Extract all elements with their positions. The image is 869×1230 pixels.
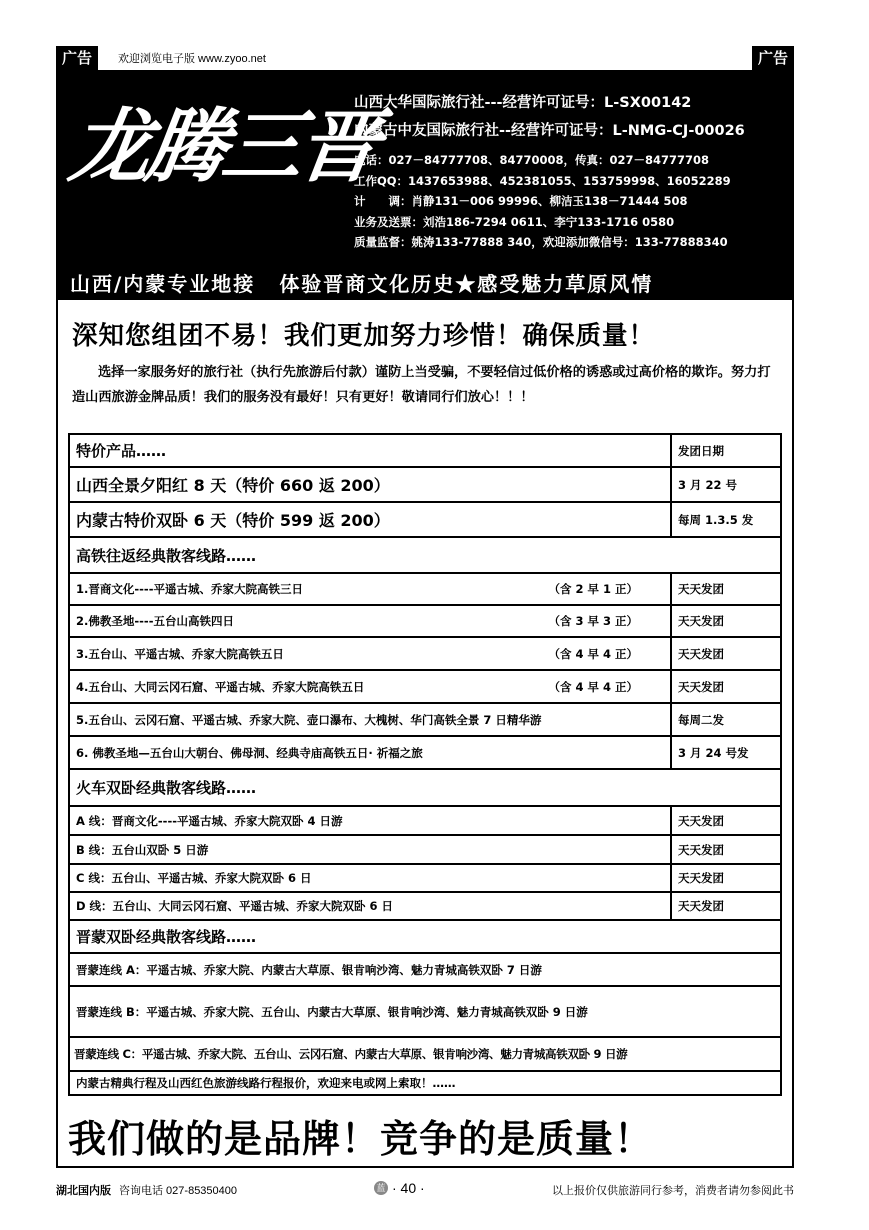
route-date: 每周二发	[671, 703, 781, 736]
jinmeng-route: 晋蒙连线 C：平遥古城、乔家大院、五台山、云冈石窟、内蒙古大草原、银肯响沙湾、魅力青城高铁双卧 9 日游	[69, 1037, 781, 1071]
contact-line: 计 调：肖静131－006 99996、柳洁玉138－71444 508	[354, 194, 688, 208]
edition-badge-icon: 蓝	[374, 1181, 388, 1195]
route-meals: （含 3 早 3 正）	[548, 614, 638, 628]
contact-list	[354, 150, 790, 253]
header-slogan	[70, 268, 653, 297]
site-url: 欢迎浏览电子版 www.zyoo.net	[118, 53, 266, 65]
license-2: 内蒙古中友国际旅行社--经营许可证号：L-NMG-CJ-00026	[354, 123, 745, 139]
route-name: A 线：晋商文化----平遥古城、乔家大院双卧 4 日游	[69, 806, 671, 835]
table-row	[69, 1071, 781, 1095]
table-row	[69, 864, 781, 892]
route-name: C 线：五台山、平遥古城、乔家大院双卧 6 日	[69, 864, 671, 892]
page-number	[374, 1180, 425, 1196]
table-row	[69, 537, 781, 573]
contact-line: 工作QQ：1437653988、452381055、153759998、16052289	[354, 173, 731, 188]
ad-frame	[56, 70, 794, 1168]
table-row	[69, 605, 781, 637]
route-name: B 线：五台山双卧 5 日游	[69, 835, 671, 864]
table-row	[69, 892, 781, 920]
route-name: D 线：五台山、大同云冈石窟、平遥古城、乔家大院双卧 6 日	[69, 892, 671, 920]
product-name: 内蒙古特价双卧 6 天（特价 599 返 200）	[69, 502, 671, 537]
jinmeng-header: 晋蒙双卧经典散客线路……	[69, 920, 781, 953]
date-header: 发团日期	[671, 434, 781, 467]
brand-logo	[64, 72, 382, 234]
jinmeng-route: 晋蒙连线 B：平遥古城、乔家大院、五台山、内蒙古大草原、银肯响沙湾、魅力青城高铁双卧 9 日游	[69, 986, 781, 1037]
contact-line: 业务及送票：刘浩186-7294 0611、李宁133-1716 0580	[354, 214, 675, 229]
route-date: 天天发团	[671, 573, 781, 605]
slogan-left: 山西/内蒙专业地接	[70, 272, 256, 296]
footer-left	[56, 1182, 237, 1198]
route-name: （含 4 早 4 正） 4.五台山、大同云冈石窟、平遥古城、乔家大院高铁五日	[69, 670, 671, 703]
note-row: 内蒙古精典行程及山西红色旅游线路行程报价，欢迎来电或网上索取！……	[69, 1071, 781, 1095]
table-row	[69, 670, 781, 703]
edition-label: 湖北国内版	[56, 1185, 111, 1197]
route-name: 6. 佛教圣地—五台山大朝台、佛母洞、经典寺庙高铁五日· 祈福之旅	[69, 736, 671, 769]
table-row	[69, 920, 781, 953]
ad-tag-left: 广告	[56, 46, 98, 70]
special-header: 特价产品……	[69, 434, 671, 467]
route-table	[68, 433, 782, 1096]
route-meals: （含 2 早 1 正）	[548, 582, 638, 596]
table-row	[69, 736, 781, 769]
contact-line: 电话：027－84777708、84770008，传真：027－84777708	[354, 153, 710, 167]
jinmeng-route: 晋蒙连线 A：平遥古城、乔家大院、内蒙古大草原、银肯响沙湾、魅力青城高铁双卧 7 日游	[69, 953, 781, 986]
slogan-right: 体验晋商文化历史★感受魅力草原风情	[279, 272, 654, 296]
intro-paragraph: 选择一家服务好的旅行社（执行先旅游后付款）谨防上当受骗，不要轻信过低价格的诱惑或过高价格的欺诈。努力打造山西旅游金牌品质！我们的服务没有最好！只有更好！敬请同行们放心！！！	[72, 365, 771, 405]
route-meals: （含 4 早 4 正）	[548, 679, 638, 694]
ad-tag-right: 广告	[752, 46, 794, 70]
table-row	[69, 1037, 781, 1071]
route-name: 5.五台山、云冈石窟、平遥古城、乔家大院、壶口瀑布、大槐树、华门高铁全景 7 日精华游	[69, 703, 671, 736]
route-date: 天天发团	[671, 605, 781, 637]
table-row	[69, 986, 781, 1037]
train-header: 火车双卧经典散客线路……	[69, 769, 781, 806]
rail-header: 高铁往返经典散客线路……	[69, 537, 781, 573]
route-date: 天天发团	[671, 835, 781, 864]
route-date: 天天发团	[671, 670, 781, 703]
route-name: （含 4 早 4 正） 3.五台山、平遥古城、乔家大院高铁五日	[69, 637, 671, 670]
top-bar	[56, 46, 794, 70]
route-date: 天天发团	[671, 637, 781, 670]
table-row	[69, 502, 781, 537]
header-banner	[58, 72, 792, 300]
footer-disclaimer: 以上报价仅供旅游同行参考，消费者请勿参阅此书	[552, 1185, 794, 1197]
page-num-text: · 40 ·	[392, 1180, 425, 1196]
product-date: 3 月 22 号	[671, 467, 781, 502]
table-row	[69, 703, 781, 736]
license-1: 山西大华国际旅行社---经营许可证号：L-SX00142	[354, 95, 692, 111]
route-date: 天天发团	[671, 892, 781, 920]
table-row	[69, 953, 781, 986]
route-name: （含 2 早 1 正） 1.晋商文化----平遥古城、乔家大院高铁三日	[69, 573, 671, 605]
table-row	[69, 573, 781, 605]
table-row	[69, 637, 781, 670]
route-meals: （含 4 早 4 正）	[548, 646, 638, 661]
table-row	[69, 467, 781, 502]
route-name: （含 3 早 3 正） 2.佛教圣地----五台山高铁四日	[69, 605, 671, 637]
logo-text: 龙腾三晋	[64, 99, 382, 193]
bottom-slogan: 我们做的是品牌！竞争的是质量！	[68, 1117, 654, 1161]
table-row	[69, 835, 781, 864]
agency-info	[354, 92, 790, 253]
headline: 深知您组团不易！我们更加努力珍惜！确保质量！	[72, 321, 656, 351]
table-row	[69, 434, 781, 467]
contact-line: 质量监督：姚涛133-77888 340，欢迎添加微信号：133-77888340	[354, 235, 728, 249]
route-date: 3 月 24 号发	[671, 736, 781, 769]
product-name: 山西全景夕阳红 8 天（特价 660 返 200）	[69, 467, 671, 502]
route-date: 天天发团	[671, 806, 781, 835]
table-row	[69, 769, 781, 806]
product-date: 每周 1.3.5 发	[671, 502, 781, 537]
page-footer	[56, 1180, 794, 1198]
consult-phone: 咨询电话 027-85350400	[119, 1185, 238, 1197]
route-date: 天天发团	[671, 864, 781, 892]
table-row	[69, 806, 781, 835]
